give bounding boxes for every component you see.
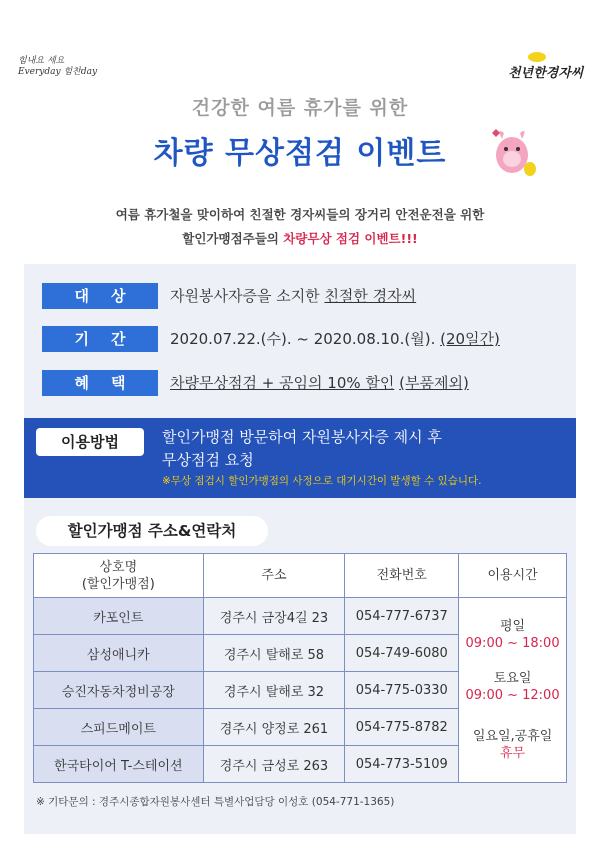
saturday-time: 09:00 ~ 12:00 [465, 688, 560, 703]
shop-name: 승진자동차정비공장 [34, 672, 204, 709]
shop-name: 삼성애니카 [34, 635, 204, 672]
logo-right [508, 52, 588, 88]
header-name [34, 554, 204, 598]
description-line1: 여름 휴가철을 맞이하여 친절한 경자씨들의 장거리 안전운전을 위한 [115, 207, 485, 222]
benefit-value [170, 370, 469, 396]
shop-name: 스피드메이트 [34, 709, 204, 746]
period-label: 기간 [42, 326, 158, 352]
description-line2 [0, 227, 600, 251]
description-highlight: 차량무상 점검 이벤트!!! [283, 231, 418, 246]
shops-table [33, 553, 567, 783]
table-row [34, 598, 567, 635]
header-hours: 이용시간 [459, 554, 567, 598]
mascot-icon [488, 125, 538, 179]
logo-left-line2: Everyday 힘찬day [18, 67, 98, 77]
benefit-underlined2: (부품제외) [399, 374, 469, 392]
weekday-time: 09:00 ~ 18:00 [465, 636, 560, 651]
usage-block [24, 418, 576, 498]
saturday-hours [459, 670, 566, 704]
logo-right-text: 천년한경자씨 [508, 66, 584, 81]
shop-phone: 054-775-8782 [345, 709, 459, 746]
shop-phone: 054-749-6080 [345, 635, 459, 672]
period-prefix: 2020.07.22.(수). ~ 2020.08.10.(월). [170, 330, 441, 348]
usage-line2: 무상점검 요청 [162, 451, 254, 469]
holiday-hours [459, 728, 566, 762]
usage-note: ※무상 점검시 할인가맹점의 사정으로 대기시간이 발생할 수 있습니다. [162, 475, 482, 487]
header-name-main: 상호명 [99, 559, 138, 575]
target-prefix: 자원봉사자증을 소지한 [170, 287, 325, 305]
usage-text [162, 426, 442, 472]
period-value [170, 326, 500, 352]
shop-phone: 054-773-5109 [345, 746, 459, 783]
usage-label: 이용방법 [36, 428, 144, 456]
description [0, 203, 600, 251]
saturday-label: 토요일 [493, 671, 532, 686]
target-underlined: 친절한 경자씨 [324, 287, 417, 305]
logo-left [18, 56, 98, 86]
shop-address: 경주시 양정로 261 [203, 709, 345, 746]
shop-address: 경주시 탈해로 58 [203, 635, 345, 672]
shop-name: 한국타이어 T-스테이션 [34, 746, 204, 783]
weekday-label: 평일 [500, 619, 526, 634]
shop-phone: 054-777-6737 [345, 598, 459, 635]
shop-address: 경주시 금성로 263 [203, 746, 345, 783]
page-title: 차량 무상점검 이벤트 [153, 136, 447, 171]
weekday-hours [459, 618, 566, 652]
header-name-sub: (할인가맹점) [81, 576, 155, 592]
holiday-value: 휴무 [500, 746, 526, 761]
benefit-label: 혜택 [42, 370, 158, 396]
sun-icon [528, 52, 546, 62]
logo-left-line1: 힘내요 세요 [18, 56, 65, 66]
hours-cell [459, 598, 567, 783]
holiday-label: 일요일,공휴일 [472, 729, 553, 744]
header-address: 주소 [203, 554, 345, 598]
benefit-underlined: 차량무상점검 + 공임의 10% 할인 [170, 374, 395, 392]
target-label: 대상 [42, 283, 158, 309]
shop-address: 경주시 금장4길 23 [203, 598, 345, 635]
description-line2-prefix: 할인가맹점주들의 [182, 231, 284, 246]
shop-address: 경주시 탈해로 32 [203, 672, 345, 709]
footer-contact: ※ 기타문의 : 경주시종합자원봉사센터 특별사업담당 이성호 (054-771-1365) [36, 796, 395, 808]
shop-phone: 054-775-0330 [345, 672, 459, 709]
page-subtitle: 건강한 여름 휴가를 위한 [191, 97, 409, 119]
header-phone: 전화번호 [345, 554, 459, 598]
period-underlined: (20일간) [440, 330, 500, 348]
shop-name: 카포인트 [34, 598, 204, 635]
table-header-row [34, 554, 567, 598]
shops-label: 할인가맹점 주소&연락처 [36, 516, 268, 546]
usage-line1: 할인가맹점 방문하여 자원봉사자증 제시 후 [162, 428, 442, 446]
target-value [170, 283, 416, 309]
